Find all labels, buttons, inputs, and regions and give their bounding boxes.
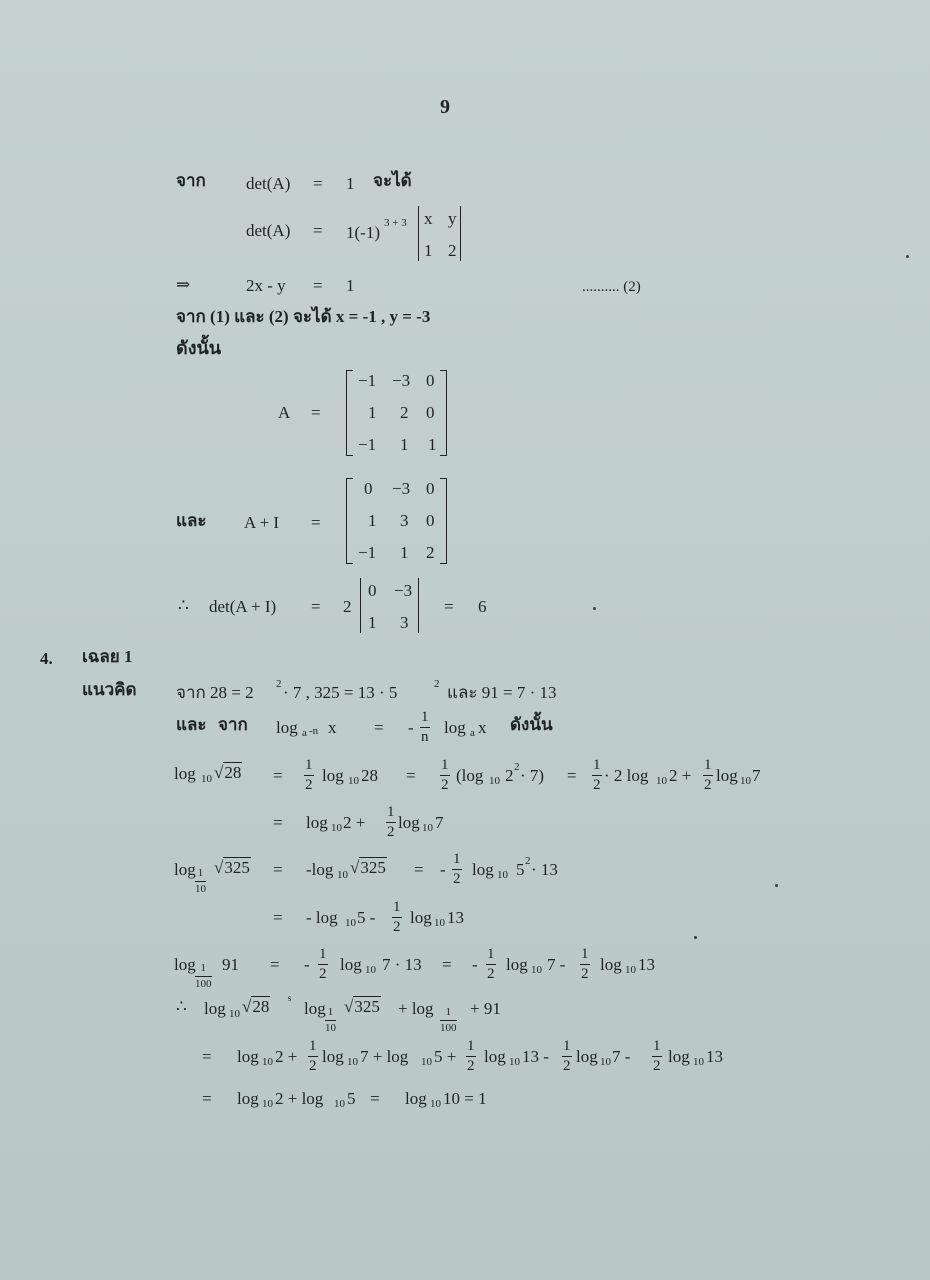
matrix-cell: 2 [426,543,435,562]
det-label: det(A) [246,221,291,240]
log-arg: 13 [706,1047,723,1066]
matrix-cell: −3 [394,581,413,600]
det-bar-left [360,578,361,633]
log-base: 10 [201,773,212,785]
equals: = [313,221,323,240]
fraction-half: $\frac{1}{2}$ [305,757,313,793]
log-arg: · 13 [531,860,558,879]
equals: = [444,597,454,616]
log-fn: log [204,999,226,1018]
cofactor-coef: 1(-1) [346,223,380,242]
log-arg: 7 · 13 [382,955,422,974]
fraction-half: $\frac{1}{2}$ [581,946,589,982]
matrix-cell: 0 [426,371,435,390]
matrix-cell: 1 [368,613,377,632]
log-fn: log [506,955,528,974]
log-base: 10 [347,1056,358,1068]
log-base: 10 [656,775,667,787]
log-arg: 7 [435,813,444,832]
log-arg: 13 [638,955,655,974]
thai-from: จาก [218,715,248,734]
log-fn: log [174,955,196,974]
log-base: 10 [365,964,376,976]
log-arg: 2 + [275,1047,298,1066]
exponent: 2 [434,678,440,690]
factorization-text: · 7 , 325 = 13 · 5 [283,683,398,702]
log-fn: + log [398,999,434,1018]
implies-arrow: ⇒ [176,275,191,294]
matrix-label: A + I [244,513,280,532]
matrix-cell: 0 [426,511,435,530]
log-fn: log [304,999,326,1018]
matrix-cell: 0 [368,581,377,600]
matrix-cell: x [424,209,433,228]
log-fn: (log [456,766,484,785]
square-root: √28 [242,997,270,1016]
square-root: √325 [214,858,250,877]
log-fn: log [174,764,196,783]
equals: = [270,955,280,974]
log-base: 10 [600,1056,611,1068]
log-fn: log [306,813,328,832]
log-arg: 2 + log [275,1089,324,1108]
matrix-cell: 1 [424,241,433,260]
log-arg: 5 + [434,1047,457,1066]
log-base-fraction: $\frac{1}{10}$ [195,867,206,895]
fraction-half: $\frac{1}{2}$ [441,757,449,793]
log-base-fraction: $\frac{1}{10}$ [325,1006,336,1034]
dust-speck [593,607,596,610]
log-fn: log [472,860,494,879]
log-base: 10 [489,775,500,787]
equals: = [202,1089,212,1108]
exponent: 2 [276,678,282,690]
log-base: 10 [693,1056,704,1068]
log-base: 10 [625,964,636,976]
log-fn: log [340,955,362,974]
log-base: 10 [497,869,508,881]
fraction-half: $\frac{1}{2}$ [593,757,601,793]
log-fn: log [322,1047,344,1066]
log-arg: + 91 [470,999,501,1018]
matrix-cell: −1 [358,543,377,562]
solution-guide-label: แนวคิด [82,680,137,699]
thai-from: จาก [176,171,206,190]
minus: - [472,955,478,974]
equals: = [567,766,577,785]
solution-line: จาก (1) และ (2) จะได้ x = -1 , y = -3 [176,307,431,326]
log-base: 10 [434,917,445,929]
log-fn: log [600,955,622,974]
log-arg: 7 [752,766,761,785]
equals: = [273,766,283,785]
log-base: 10 [430,1098,441,1110]
bracket-left [346,370,353,456]
factorization-text: จาก 28 = 2 [176,683,254,702]
equals: = [273,908,283,927]
page-number: 9 [440,96,450,118]
log-arg: 10 = 1 [443,1089,487,1108]
matrix-cell: 1 [428,435,437,454]
matrix-cell: 1 [368,403,377,422]
matrix-cell: 0 [364,479,373,498]
log-base: a [302,727,307,739]
det-bar-right [418,578,419,633]
fraction-half: $\frac{1}{2}$ [653,1038,661,1074]
log-base: 10 [531,964,542,976]
equals: = [406,766,416,785]
fraction-half: $\frac{1}{2}$ [387,804,395,840]
log-base-fraction: $\frac{1}{100}$ [440,1006,457,1034]
log-base: 10 [262,1098,273,1110]
log-base: 10 [262,1056,273,1068]
coefficient: 2 [343,597,352,616]
var-x: x [478,718,487,737]
equals: = [273,860,283,879]
fraction: $\frac{1}{n}$ [421,709,429,745]
exponent: 2 [514,761,520,773]
square-root: √325 [344,997,380,1016]
separator-mark: ˢ [288,993,292,1009]
matrix-cell: 0 [426,403,435,422]
fraction-half: $\frac{1}{2}$ [467,1038,475,1074]
matrix-cell: 1 [400,435,409,454]
matrix-cell: 1 [368,511,377,530]
matrix-cell: 1 [400,543,409,562]
log-base: 10 [331,822,342,834]
matrix-cell: −1 [358,371,377,390]
log-arg: 5 [347,1089,356,1108]
matrix-cell: 2 [400,403,409,422]
equals: = [414,860,424,879]
dust-speck [694,936,697,939]
det-bar-left [418,206,419,261]
exponent: 3 + 3 [384,217,407,229]
log-base: 10 [337,869,348,881]
log-fn: log [237,1047,259,1066]
thai-therefore: ดังนั้น [510,715,553,734]
log-arg: 7 - [612,1047,631,1066]
log-fn: log [237,1089,259,1108]
log-arg: 7 + log [360,1047,409,1066]
fraction-half: $\frac{1}{2}$ [563,1038,571,1074]
minus: - [440,860,446,879]
equals: = [202,1047,212,1066]
fraction-half: $\frac{1}{2}$ [309,1038,317,1074]
log-fn: -log [306,860,334,879]
matrix-label: A [278,403,291,422]
bracket-right [440,370,447,456]
log-arg: 91 [222,955,239,974]
thai-will-get: จะได้ [373,171,412,190]
log-base: 10 [421,1056,432,1068]
fraction-half: $\frac{1}{2}$ [487,946,495,982]
equals: = [313,276,323,295]
exponent: 2 [525,855,531,867]
log-base: a [470,727,475,739]
log-base: 10 [334,1098,345,1110]
log-arg: 7 - [547,955,566,974]
log-arg: 5 - [357,908,376,927]
equals: = [311,403,321,422]
var-x: x [328,718,337,737]
thai-therefore: ดังนั้น [176,338,222,358]
log-arg: · 7) [520,766,545,785]
equals: = [442,955,452,974]
log-arg: 2 + [343,813,366,832]
fraction-half: $\frac{1}{2}$ [319,946,327,982]
matrix-cell: 2 [448,241,457,260]
equals: = [311,597,321,616]
minus: - [408,718,414,737]
fraction-half: $\frac{1}{2}$ [453,851,461,887]
value: 6 [478,597,487,616]
log-fn: log [174,860,196,879]
log-arg: 13 - [522,1047,549,1066]
log-fn: log [410,908,432,927]
matrix-cell: 3 [400,613,409,632]
matrix-cell: y [448,209,457,228]
log-base: 10 [422,822,433,834]
log-base: 10 [740,775,751,787]
bracket-right [440,478,447,564]
answer-key: เฉลย 1 [82,647,133,666]
log-base: 10 [229,1008,240,1020]
matrix-cell: 0 [426,479,435,498]
thai-and: และ [176,511,207,530]
therefore-symbol: ∴ [176,997,187,1016]
log-fn: log [398,813,420,832]
square-root: √28 [214,763,242,782]
square-root: √325 [350,858,386,877]
log-base-fraction: $\frac{1}{100}$ [195,962,212,990]
log-base-exp: -n [309,725,319,737]
matrix-cell: −3 [392,371,411,390]
factorization-text: และ 91 = 7 · 13 [447,683,557,702]
log-fn: log [716,766,738,785]
log-fn: log [405,1089,427,1108]
dust-speck [775,884,778,887]
dust-speck [906,255,909,258]
log-fn: log [668,1047,690,1066]
log-fn: log [276,718,298,737]
det-label: det(A) [246,174,291,193]
log-fn: log [484,1047,506,1066]
equals: = [313,174,323,193]
log-arg: 2 + [669,766,692,785]
fraction-half: $\frac{1}{2}$ [393,899,401,935]
fraction-half: $\frac{1}{2}$ [704,757,712,793]
det-bar-right [460,206,461,261]
log-term: · 2 log [604,766,649,785]
log-base: 10 [348,775,359,787]
log-fn: log [576,1047,598,1066]
log-fn: - log [306,908,338,927]
det-label: det(A + I) [209,597,277,616]
log-arg: 28 [361,766,378,785]
matrix-cell: −1 [358,435,377,454]
equals: = [273,813,283,832]
value: 1 [346,276,355,295]
log-fn: log [322,766,344,785]
log-fn: log [444,718,466,737]
equals: = [370,1089,380,1108]
matrix-cell: −3 [392,479,411,498]
minus: - [304,955,310,974]
matrix-cell: 3 [400,511,409,530]
log-base: 10 [345,917,356,929]
equation-ref: .......... (2) [582,279,641,295]
log-base: 10 [509,1056,520,1068]
equals: = [374,718,384,737]
value: 1 [346,174,355,193]
thai-and: และ [176,715,207,734]
bracket-left [346,478,353,564]
log-arg: 5 [516,860,525,879]
log-arg: 2 [505,766,514,785]
therefore-symbol: ∴ [178,596,189,615]
equals: = [311,513,321,532]
question-number: 4. [40,649,53,668]
log-arg: 13 [447,908,464,927]
equation-expr: 2x - y [246,276,286,295]
